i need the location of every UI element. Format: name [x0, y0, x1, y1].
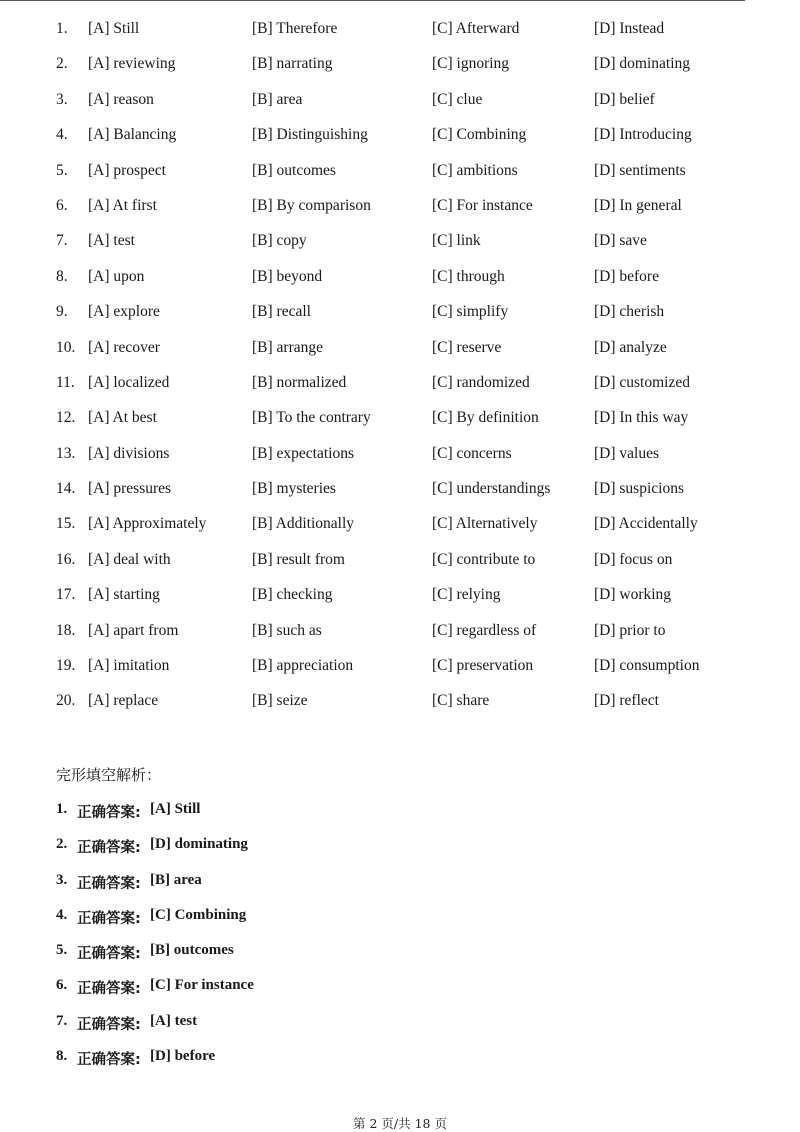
- question-row: [0, 83, 800, 118]
- option-b: [B] narrating: [252, 55, 333, 73]
- question-row: [0, 578, 800, 613]
- option-d: [D] Introducing: [594, 126, 692, 144]
- option-b: [B] copy: [252, 232, 307, 250]
- answer-row: [0, 903, 800, 938]
- option-c: [C] preservation: [432, 657, 534, 675]
- option-b: [B] Additionally: [252, 515, 355, 533]
- question-row: [0, 224, 800, 259]
- question-row: [0, 12, 800, 47]
- option-a: [A] starting: [88, 586, 160, 604]
- option-c: [C] By definition: [432, 409, 539, 427]
- question-row: [0, 331, 800, 366]
- option-d: [D] Instead: [594, 20, 665, 37]
- answer-number: 4.: [56, 906, 68, 923]
- option-a: [A] imitation: [88, 657, 170, 675]
- option-b: [B] area: [252, 90, 303, 108]
- question-row: [0, 260, 800, 295]
- question-row: [0, 507, 800, 542]
- option-c: [C] clue: [432, 90, 483, 108]
- option-d: [D] sentiments: [594, 161, 686, 179]
- question-row: [0, 543, 800, 578]
- option-b: [B] seize: [252, 692, 308, 710]
- question-number: 11.: [56, 373, 75, 391]
- option-b: [B] result from: [252, 550, 345, 568]
- question-number: 13.: [56, 444, 76, 462]
- answer-text: [C] For instance: [150, 977, 254, 994]
- option-d: [D] In this way: [594, 409, 689, 427]
- option-c: [C] ambitions: [432, 161, 518, 179]
- question-row: [0, 684, 800, 719]
- option-c: [C] share: [432, 692, 490, 710]
- option-a: [A] Approximately: [88, 515, 207, 533]
- option-a: [A] divisions: [88, 444, 170, 462]
- question-row: [0, 154, 800, 189]
- option-d: [D] focus on: [594, 550, 673, 568]
- option-b: [B] arrange: [252, 338, 323, 356]
- answer-row: [0, 973, 800, 1008]
- answer-number: 2.: [56, 836, 68, 853]
- answer-text: [A] test: [150, 1012, 198, 1029]
- analysis-title: 完形填空解析：: [56, 766, 162, 784]
- option-b: [B] To the contrary: [252, 409, 371, 427]
- option-b: [B] mysteries: [252, 480, 336, 498]
- option-c: [C] understandings: [432, 480, 551, 498]
- question-row: [0, 649, 800, 684]
- option-a: [A] At best: [88, 409, 157, 427]
- option-b: [B] checking: [252, 586, 333, 604]
- page-footer: 第 2 页/共 18 页: [353, 1116, 447, 1131]
- option-b: [B] Distinguishing: [252, 126, 368, 144]
- option-c: [C] relying: [432, 586, 501, 604]
- answer-row: [0, 868, 800, 903]
- option-b: [B] such as: [252, 621, 322, 639]
- answer-list: [0, 797, 800, 1079]
- answer-number: 6.: [56, 977, 68, 994]
- question-number: 9.: [56, 303, 68, 321]
- option-c: [C] Alternatively: [432, 515, 538, 533]
- option-d: [D] customized: [594, 373, 690, 391]
- question-number: 4.: [56, 126, 68, 144]
- option-a: [A] deal with: [88, 550, 171, 568]
- question-row: [0, 614, 800, 649]
- option-b: [B] beyond: [252, 267, 323, 285]
- question-number: 8.: [56, 267, 68, 285]
- answer-number: 8.: [56, 1048, 68, 1065]
- option-d: [D] reflect: [594, 692, 659, 710]
- option-c: [C] link: [432, 232, 481, 250]
- option-c: [C] through: [432, 267, 505, 285]
- option-d: [D] belief: [594, 90, 655, 108]
- answer-number: 1.: [56, 801, 68, 817]
- option-b: [B] outcomes: [252, 161, 336, 179]
- answer-text: [D] dominating: [150, 836, 248, 853]
- answer-row: [0, 832, 800, 867]
- option-a: [A] reason: [88, 90, 154, 108]
- option-d: [D] working: [594, 586, 672, 604]
- option-d: [D] before: [594, 267, 659, 285]
- answer-number: 5.: [56, 942, 68, 959]
- question-number: 10.: [56, 338, 76, 356]
- answer-label: 正确答案:: [77, 840, 141, 857]
- option-d: [D] dominating: [594, 55, 690, 73]
- option-a: [A] upon: [88, 267, 145, 285]
- option-d: [D] suspicions: [594, 480, 684, 498]
- option-c: [C] reserve: [432, 338, 502, 356]
- option-b: [B] By comparison: [252, 196, 371, 214]
- question-row: [0, 401, 800, 436]
- option-d: [D] prior to: [594, 621, 666, 639]
- question-number: 2.: [56, 55, 68, 73]
- option-d: [D] cherish: [594, 303, 665, 321]
- option-a: [A] recover: [88, 338, 160, 356]
- option-c: [C] For instance: [432, 196, 533, 214]
- option-d: [D] consumption: [594, 657, 700, 675]
- answer-label: 正确答案:: [77, 946, 141, 963]
- option-c: [C] concerns: [432, 444, 512, 462]
- option-a: [A] replace: [88, 692, 159, 710]
- question-row: [0, 366, 800, 401]
- option-b: [B] recall: [252, 303, 311, 321]
- answer-label: 正确答案:: [77, 1052, 141, 1069]
- question-number: 3.: [56, 90, 68, 108]
- option-a: [A] localized: [88, 373, 170, 391]
- option-a: [A] Still: [88, 20, 140, 37]
- question-number: 7.: [56, 232, 68, 250]
- option-c: [C] regardless of: [432, 621, 537, 639]
- option-d: [D] save: [594, 232, 647, 250]
- option-b: [B] appreciation: [252, 657, 354, 675]
- question-number: 17.: [56, 586, 76, 604]
- question-number: 1.: [56, 20, 68, 37]
- answer-text: [D] before: [150, 1048, 216, 1065]
- question-row: [0, 437, 800, 472]
- option-c: [C] ignoring: [432, 55, 510, 73]
- answer-text: [A] Still: [150, 801, 201, 817]
- question-number: 19.: [56, 657, 76, 675]
- question-row: [0, 47, 800, 82]
- option-a: [A] test: [88, 232, 135, 250]
- answer-label: 正确答案:: [77, 981, 141, 998]
- option-d: [D] In general: [594, 196, 682, 214]
- answer-label: 正确答案:: [77, 910, 141, 927]
- option-d: [D] values: [594, 444, 659, 462]
- option-a: [A] Balancing: [88, 126, 177, 144]
- option-b: [B] normalized: [252, 373, 347, 391]
- option-c: [C] Combining: [432, 126, 527, 144]
- answer-number: 3.: [56, 871, 68, 888]
- answer-label: 正确答案:: [77, 805, 141, 821]
- option-a: [A] At first: [88, 196, 157, 214]
- answer-number: 7.: [56, 1012, 68, 1029]
- option-a: [A] explore: [88, 303, 160, 321]
- question-row: [0, 118, 800, 153]
- question-number: 20.: [56, 692, 76, 710]
- option-c: [C] contribute to: [432, 550, 536, 568]
- answer-label: 正确答案:: [77, 1016, 141, 1033]
- question-number: 5.: [56, 161, 68, 179]
- option-c: [C] Afterward: [432, 20, 520, 37]
- question-number: 12.: [56, 409, 76, 427]
- answer-row: [0, 938, 800, 973]
- answer-row: [0, 1044, 800, 1079]
- question-number: 6.: [56, 196, 68, 214]
- option-c: [C] simplify: [432, 303, 509, 321]
- question-row: [0, 472, 800, 507]
- answer-text: [B] area: [150, 871, 202, 888]
- answer-row: [0, 1009, 800, 1044]
- answer-text: [C] Combining: [150, 906, 247, 923]
- option-a: [A] reviewing: [88, 55, 176, 73]
- question-number: 15.: [56, 515, 76, 533]
- answer-label: 正确答案:: [77, 875, 141, 892]
- top-rule: [0, 0, 745, 1]
- option-a: [A] prospect: [88, 161, 166, 179]
- option-c: [C] randomized: [432, 373, 530, 391]
- question-number: 18.: [56, 621, 76, 639]
- question-row: [0, 295, 800, 330]
- question-list: [0, 12, 800, 720]
- option-a: [A] pressures: [88, 480, 172, 498]
- question-row: [0, 189, 800, 224]
- answer-row: [0, 797, 800, 832]
- answer-text: [B] outcomes: [150, 942, 234, 959]
- question-number: 14.: [56, 480, 76, 498]
- option-b: [B] Therefore: [252, 20, 338, 37]
- option-b: [B] expectations: [252, 444, 355, 462]
- question-number: 16.: [56, 550, 76, 568]
- option-a: [A] apart from: [88, 621, 179, 639]
- option-d: [D] analyze: [594, 338, 667, 356]
- option-d: [D] Accidentally: [594, 515, 698, 533]
